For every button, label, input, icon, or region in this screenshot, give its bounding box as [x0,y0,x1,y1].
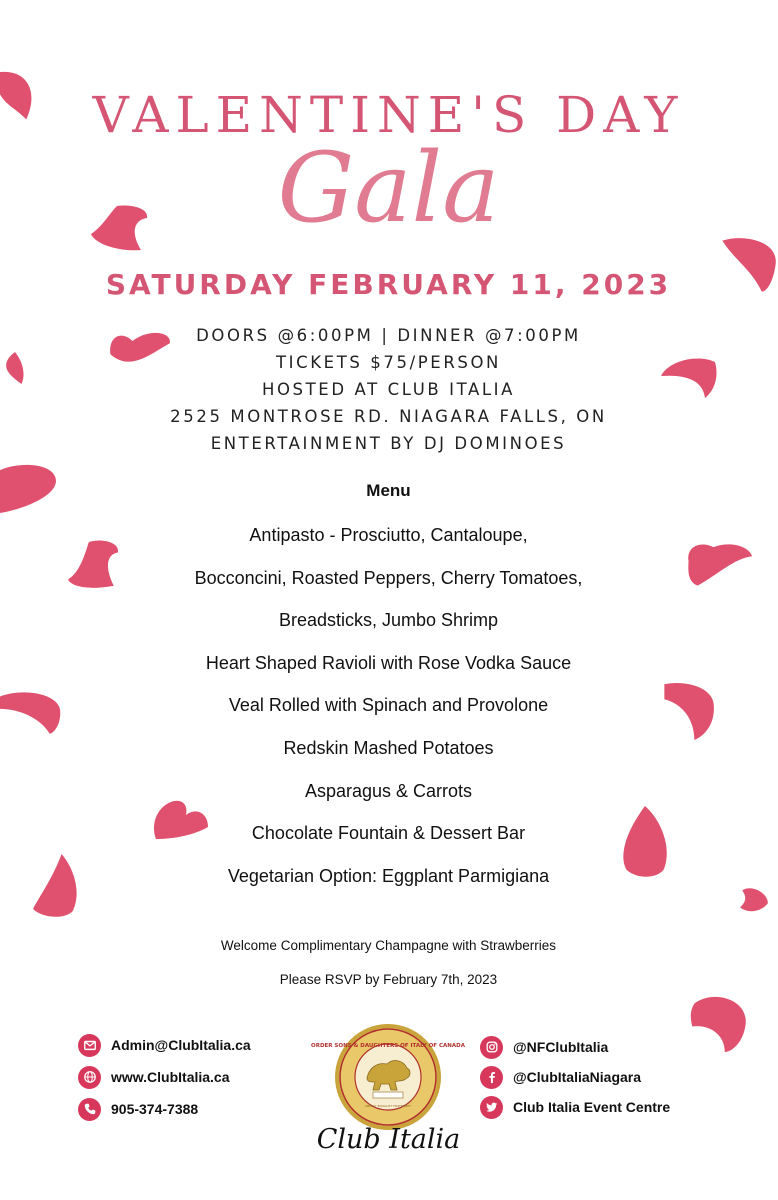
menu-heading: Menu [366,481,411,500]
event-details [0,322,777,457]
event-script-title: Gala [277,132,500,244]
instagram-text: @NFClubItalia [513,1039,609,1055]
seal-text: ORDER SONS & DAUGHTERS OF ITALY OF CANADA [311,1043,465,1049]
mail-icon [78,1034,101,1057]
menu-item: Heart Shaped Ravioli with Rose Vodka Sauce [205,652,572,673]
instagram-icon [480,1036,503,1059]
menu-item: Antipasto - Prosciutto, Cantaloupe, [249,525,528,545]
menu-item: Vegetarian Option: Eggplant Parmigiana [227,865,550,886]
detail-doors-dinner: DOORS @6:00PM | DINNER @7:00PM [196,326,581,345]
seal-motto: LIBERTY EQUALITY FRATERNITY [364,1104,412,1108]
petal-decoration [690,994,748,1052]
twitter-link[interactable] [480,1094,670,1120]
menu-item: Asparagus & Carrots [304,780,473,801]
menu-item: Breadsticks, Jumbo Shrimp [278,610,499,631]
facebook-text: @ClubItaliaNiagara [513,1069,642,1085]
website-link[interactable] [78,1064,230,1090]
email-link[interactable] [78,1032,251,1058]
detail-host: HOSTED AT CLUB ITALIA [261,380,516,399]
phone-icon [78,1098,101,1121]
detail-entertainment: ENTERTAINMENT BY DJ DOMINOES [210,434,567,453]
menu-item: Redskin Mashed Potatoes [283,737,494,758]
twitter-text: Club Italia Event Centre [513,1099,671,1115]
phone-link[interactable] [78,1096,198,1122]
detail-tickets: TICKETS $75/PERSON [275,353,501,372]
detail-address: 2525 MONTROSE RD. NIAGARA FALLS, ON [170,407,607,426]
club-seal-logo [311,1022,465,1132]
club-brand-name: Club Italia [316,1124,461,1155]
event-title: VALENTINE'S DAY [92,86,685,144]
twitter-icon [480,1096,503,1119]
champagne-note: Welcome Complimentary Champagne with Strawberries [220,938,557,953]
menu-item: Bocconcini, Roasted Peppers, Cherry Tomatoes, [194,567,583,588]
facebook-icon [480,1066,503,1089]
menu-item: Veal Rolled with Spinach and Provolone [228,695,549,716]
instagram-link[interactable] [480,1034,608,1060]
menu-list [0,520,777,903]
event-date: SATURDAY FEBRUARY 11, 2023 [105,268,672,301]
website-text: www.ClubItalia.ca [111,1069,230,1085]
globe-icon [78,1066,101,1089]
phone-text: 905-374-7388 [111,1101,199,1117]
rsvp-note: Please RSVP by February 7th, 2023 [279,972,498,987]
email-text: Admin@ClubItalia.ca [111,1037,251,1053]
facebook-link[interactable] [480,1064,641,1090]
menu-item: Chocolate Fountain & Dessert Bar [251,823,526,844]
